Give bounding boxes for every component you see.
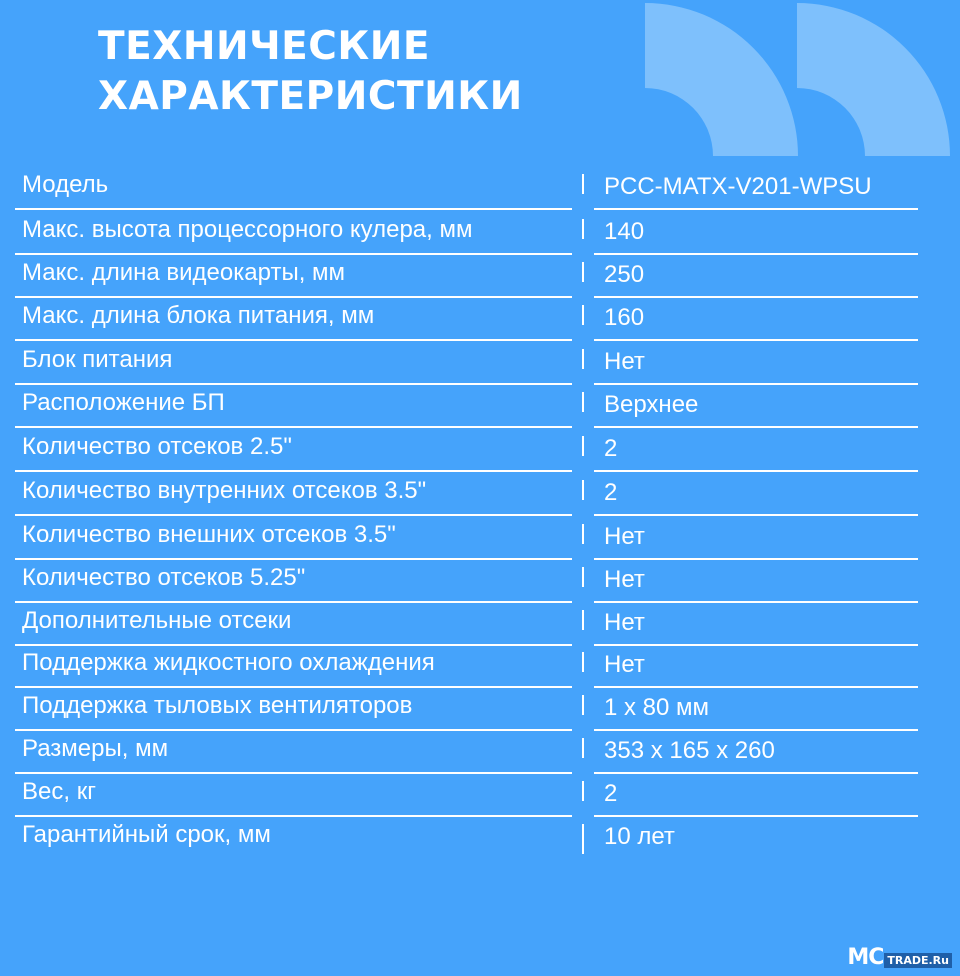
spec-separator <box>582 610 584 630</box>
spec-label: Макс. высота процессорного кулера, мм <box>22 216 473 243</box>
spec-separator <box>582 824 584 854</box>
spec-separator <box>582 480 584 500</box>
spec-value: Нет <box>604 609 645 636</box>
spec-row <box>0 602 960 646</box>
spec-value: 140 <box>604 218 645 245</box>
spec-value: Нет <box>604 566 645 593</box>
spec-separator <box>582 174 584 194</box>
spec-value: Нет <box>604 523 645 550</box>
spec-separator <box>582 652 584 672</box>
page-title-line-1: ТЕХНИЧЕСКИЕ <box>98 24 431 69</box>
spec-value: 160 <box>604 304 645 331</box>
spec-label: Количество внешних отсеков 3.5" <box>22 521 396 548</box>
spec-separator <box>582 738 584 758</box>
spec-label: Макс. длина блока питания, мм <box>22 302 375 329</box>
spec-label: Макс. длина видеокарты, мм <box>22 259 346 286</box>
spec-value: 1 x 80 мм <box>604 694 710 721</box>
spec-row <box>0 730 960 774</box>
spec-value: Нет <box>604 348 645 375</box>
spec-separator <box>582 349 584 369</box>
spec-label: Размеры, мм <box>22 735 169 762</box>
spec-separator <box>582 524 584 544</box>
spec-row <box>0 341 960 385</box>
spec-label: Модель <box>22 171 109 198</box>
spec-label: Вес, кг <box>22 778 96 805</box>
spec-row <box>0 516 960 560</box>
spec-label: Поддержка тыловых вентиляторов <box>22 692 413 719</box>
spec-row <box>0 687 960 731</box>
spec-separator <box>582 392 584 412</box>
quote-mark-left-icon <box>645 3 798 156</box>
spec-row <box>0 559 960 603</box>
spec-value: PCC-MATX-V201-WPSU <box>604 173 872 200</box>
spec-row <box>0 472 960 516</box>
spec-value: 250 <box>604 261 645 288</box>
quote-mark-right-icon <box>797 3 950 156</box>
spec-label: Дополнительные отсеки <box>22 607 292 634</box>
spec-label: Количество внутренних отсеков 3.5" <box>22 477 427 504</box>
spec-label: Расположение БП <box>22 389 225 416</box>
spec-label: Поддержка жидкостного охлаждения <box>22 649 435 676</box>
spec-row <box>0 166 960 210</box>
spec-separator <box>582 781 584 801</box>
spec-label: Гарантийный срок, мм <box>22 821 271 848</box>
spec-row <box>0 384 960 428</box>
spec-row <box>0 297 960 341</box>
row-divider-right <box>594 208 918 210</box>
page-title <box>98 22 523 122</box>
spec-row <box>0 428 960 472</box>
watermark-brand: MC <box>847 945 884 970</box>
spec-label: Количество отсеков 2.5" <box>22 433 292 460</box>
spec-value: 2 <box>604 435 618 462</box>
spec-label: Блок питания <box>22 346 173 373</box>
spec-value: Нет <box>604 651 645 678</box>
spec-row <box>0 816 960 860</box>
spec-separator <box>582 567 584 587</box>
spec-value: 2 <box>604 780 618 807</box>
spec-separator <box>582 305 584 325</box>
watermark-trade: TRADE.Ru <box>884 953 952 968</box>
spec-separator <box>582 695 584 715</box>
spec-value: 2 <box>604 479 618 506</box>
mctrade-watermark-logo <box>847 945 952 970</box>
spec-row <box>0 644 960 688</box>
spec-value: 353 x 165 x 260 <box>604 737 775 764</box>
spec-value: Верхнее <box>604 391 699 418</box>
spec-row <box>0 211 960 255</box>
spec-value: 10 лет <box>604 823 675 850</box>
row-divider-left <box>15 208 572 210</box>
spec-separator <box>582 262 584 282</box>
spec-label: Количество отсеков 5.25" <box>22 564 306 591</box>
spec-row <box>0 254 960 298</box>
page-title-line-2: ХАРАКТЕРИСТИКИ <box>98 74 523 119</box>
spec-separator <box>582 436 584 456</box>
spec-separator <box>582 219 584 239</box>
spec-row <box>0 773 960 817</box>
